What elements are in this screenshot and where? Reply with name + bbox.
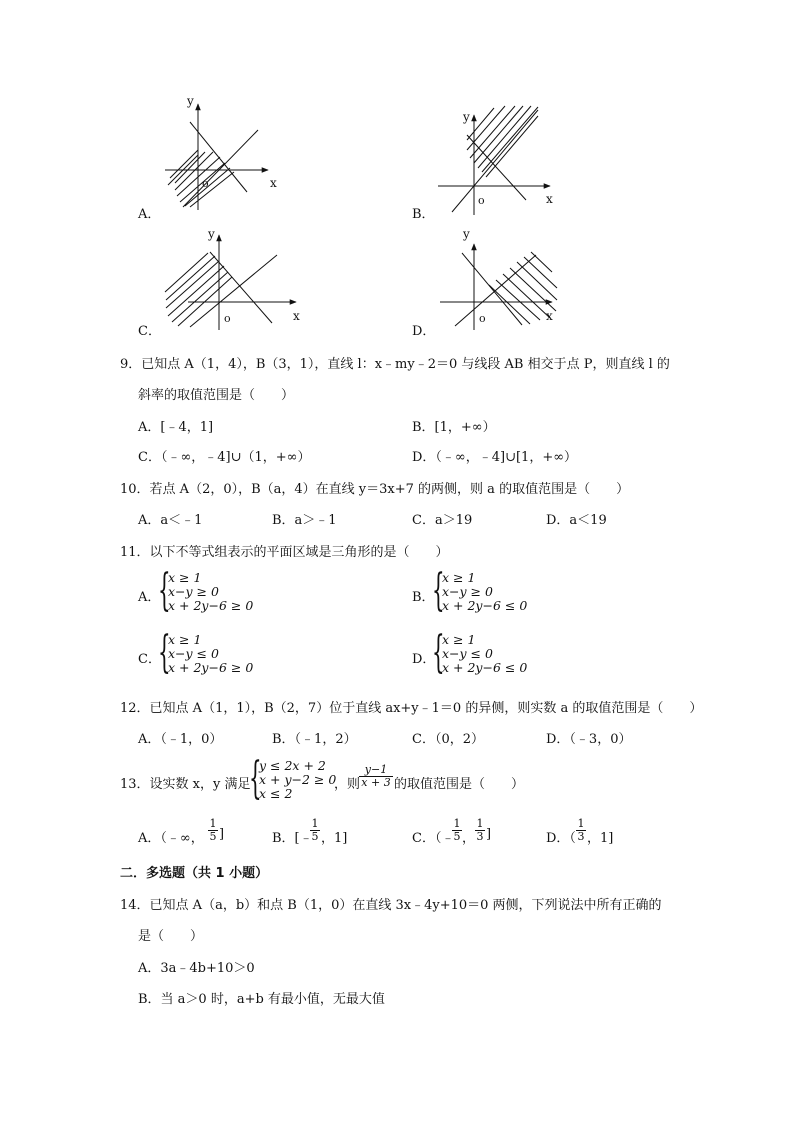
q13-option-b-frac — [310, 818, 320, 843]
q13-option-c-frac1 — [452, 818, 462, 843]
q13-stem-post: 的取值范围是（ ） — [394, 777, 525, 792]
q13-c-num: 1 — [453, 817, 461, 830]
graph-c-origin: o — [224, 312, 231, 325]
q11-a-line1: x ≥ 1 — [168, 570, 202, 585]
q10-option-b: B．a＞﹣1 — [272, 513, 337, 528]
q13-d-den: 3 — [577, 830, 585, 843]
q11-option-a-label: A． — [138, 590, 161, 605]
q13-option-d-post: ，1] — [587, 831, 614, 846]
q11-option-c-label: C． — [138, 652, 161, 667]
q13-a-den: 5 — [209, 830, 217, 843]
q11-option-a-brace: { — [158, 565, 171, 616]
q11-option-b-brace: { — [432, 565, 445, 616]
q13-stem-mid: ，则 — [334, 777, 361, 792]
q11-a-line3: x + 2y−6 ≥ 0 — [168, 598, 254, 613]
q9-stem-line2: 斜率的取值范围是（ ） — [138, 388, 295, 403]
q11-c-line3: x + 2y−6 ≥ 0 — [168, 660, 254, 675]
q11-option-b-label: B． — [412, 590, 435, 605]
q9-option-a: A．[﹣4，1] — [138, 420, 214, 435]
q10-option-d: D．a＜19 — [546, 513, 607, 528]
q13-option-c-frac2 — [475, 818, 485, 843]
graph-d-y-label: y — [463, 227, 470, 241]
q13-b-num: 1 — [311, 817, 319, 830]
q10-option-c: C．a＞19 — [412, 513, 473, 528]
q11-option-d-label: D． — [412, 652, 436, 667]
graph-d-origin: o — [479, 312, 486, 325]
q9-option-d: D．（﹣∞，﹣4]∪[1，+∞） — [412, 450, 578, 465]
q13-fraction — [359, 764, 393, 789]
q13-fraction-den: x + 3 — [361, 776, 391, 789]
q13-brace: { — [249, 753, 262, 804]
q11-b-line2: x−y ≥ 0 — [442, 584, 493, 599]
q13-line3: x ≤ 2 — [259, 786, 293, 801]
q11-c-line2: x−y ≤ 0 — [168, 646, 219, 661]
q11-b-line1: x ≥ 1 — [442, 570, 476, 585]
q12-option-b: B．（﹣1，2） — [272, 732, 357, 747]
q13-option-d-frac — [576, 818, 586, 843]
q13-c-den: 5 — [453, 830, 461, 843]
q11-a-line2: x−y ≥ 0 — [168, 584, 219, 599]
q13-fraction-num: y−1 — [359, 764, 393, 777]
q13-option-b-post: ，1] — [321, 831, 348, 846]
q13-b-den: 5 — [311, 830, 319, 843]
graph-b-x-label: x — [546, 192, 553, 206]
q11-stem: 11．以下不等式组表示的平面区域是三角形的是（ ） — [120, 545, 449, 560]
q12-option-c: C．（0，2） — [412, 732, 484, 747]
q13-stem-pre: 13．设实数 x，y 满足 — [120, 777, 251, 792]
q14-stem-line1: 14．已知点 A（a，b）和点 B（1，0）在直线 3x﹣4y+10＝0 两侧，下列说法中所有正确的 — [120, 898, 662, 913]
q11-d-line1: x ≥ 1 — [442, 632, 476, 647]
q13-option-a-frac — [208, 818, 218, 843]
q13-option-a-pre: A．（﹣∞， — [138, 831, 204, 846]
q11-b-line3: x + 2y−6 ≤ 0 — [442, 598, 528, 613]
q13-option-d-pre: D．（ — [546, 831, 576, 846]
graph-c-y-label: y — [208, 227, 215, 241]
q14-option-a: A．3a﹣4b+10＞0 — [138, 961, 255, 976]
q9-stem-line1: 9．已知点 A（1，4），B（3，1），直线 l：x﹣my﹣2＝0 与线段 AB 相交于点 P，则直线 l 的 — [120, 357, 670, 372]
q13-option-a-post: ] — [219, 827, 225, 842]
q13-option-c-post: ] — [486, 827, 492, 842]
q13-d-num: 1 — [577, 817, 585, 830]
q12-option-a: A．（﹣1，0） — [138, 732, 223, 747]
q12-option-d: D．（﹣3，0） — [546, 732, 632, 747]
q13-option-b-pre: B．[﹣ — [272, 831, 313, 846]
q11-c-line1: x ≥ 1 — [168, 632, 202, 647]
graph-d-x-label: x — [546, 309, 553, 323]
graph-b-y-label: y — [463, 110, 470, 124]
q13-a-num: 1 — [209, 817, 217, 830]
q11-option-d-brace: { — [432, 627, 445, 678]
section-multi-choice-heading: 二．多选题（共 1 小题） — [120, 866, 269, 881]
q13-option-c-pre: C．（﹣ — [412, 831, 455, 846]
graph-a-origin: o — [202, 177, 209, 190]
q12-stem: 12．已知点 A（1，1），B（2，7）位于直线 ax+y﹣1＝0 的异侧，则实数 a 的取值范围是（ ） — [120, 701, 703, 716]
q10-option-a: A．a＜﹣1 — [138, 513, 203, 528]
q14-stem-line2: 是（ ） — [138, 929, 204, 944]
q13-c-den2: 3 — [476, 830, 484, 843]
q11-d-line3: x + 2y−6 ≤ 0 — [442, 660, 528, 675]
q13-line1: y ≤ 2x + 2 — [259, 758, 326, 773]
q11-option-c-brace: { — [158, 627, 171, 678]
graph-c-x-label: x — [293, 309, 300, 323]
q13-line2: x + y−2 ≥ 0 — [259, 772, 337, 787]
q10-stem: 10．若点 A（2，0），B（a，4）在直线 y＝3x+7 的两侧，则 a 的取值范围是（ ） — [120, 482, 630, 497]
q9-option-c: C．（﹣∞，﹣4]∪（1，+∞） — [138, 450, 311, 465]
q14-option-b: B．当 a＞0 时，a+b 有最小值，无最大值 — [138, 992, 385, 1007]
q13-option-c-mid: ， — [462, 831, 476, 846]
graph-c-option: C． — [138, 324, 161, 339]
graph-d-option: D． — [412, 324, 436, 339]
q13-c-num2: 1 — [476, 817, 484, 830]
graph-a-y-label: y — [187, 94, 194, 108]
graph-b-origin: o — [478, 194, 485, 207]
q11-d-line2: x−y ≤ 0 — [442, 646, 493, 661]
graph-a-x-label: x — [270, 176, 277, 190]
graph-b-option: B． — [412, 207, 435, 222]
q9-option-b: B．[1，+∞） — [412, 420, 496, 435]
graph-a-option: A． — [138, 207, 161, 222]
